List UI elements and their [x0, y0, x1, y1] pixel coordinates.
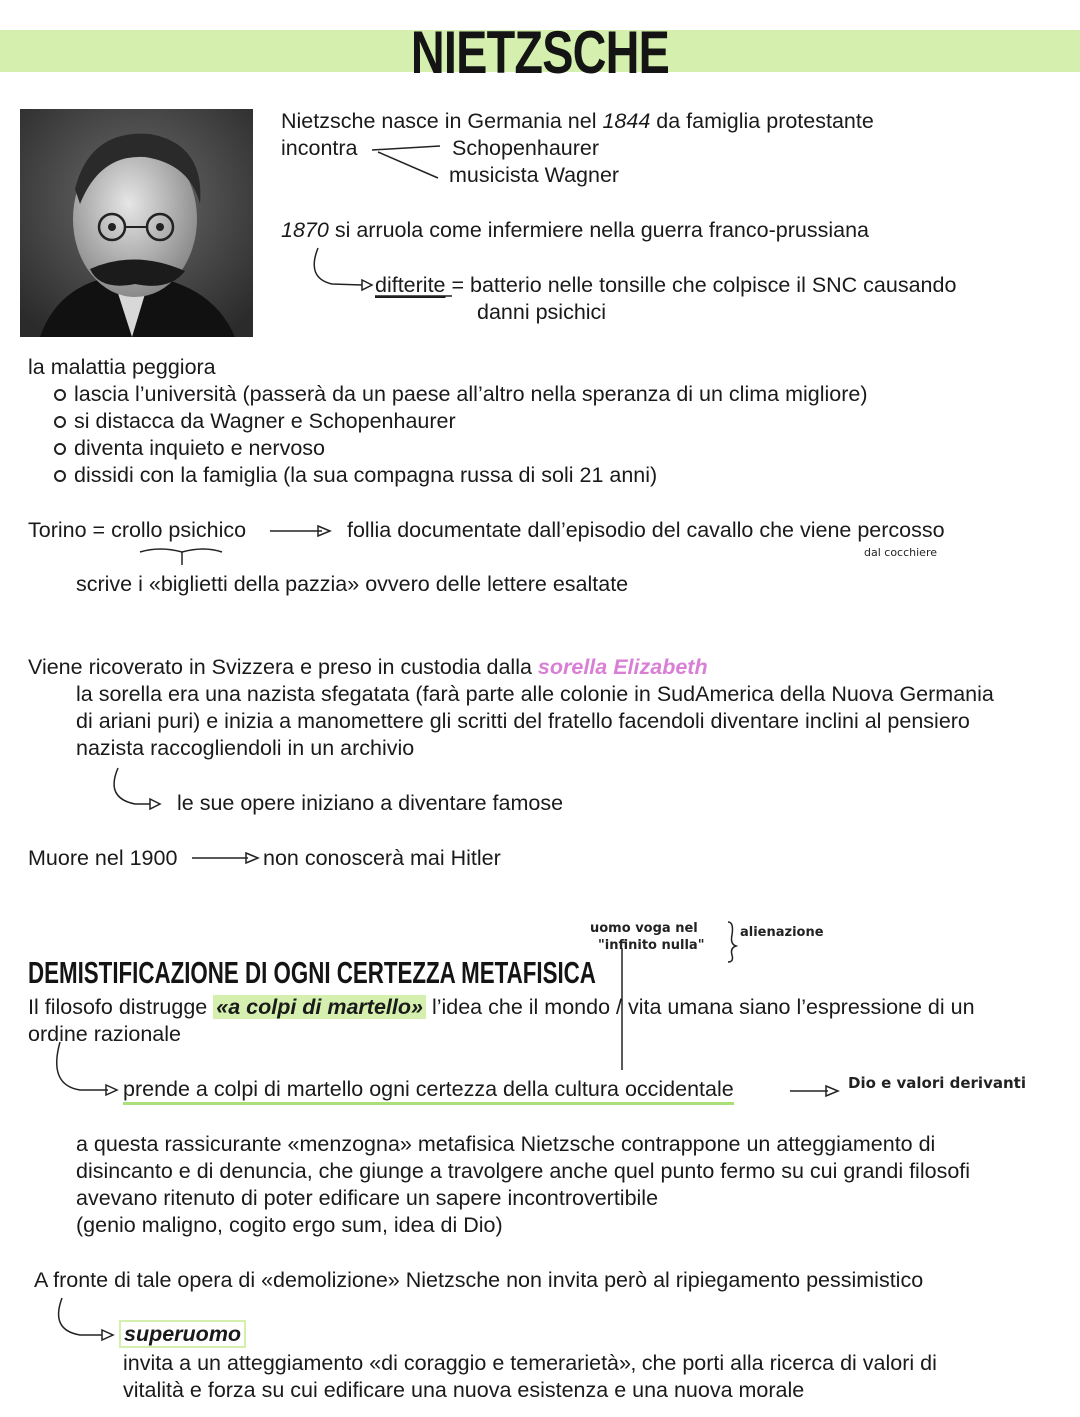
intro-line-birth: Nietzsche nasce in Germania nel 1844 da famiglia protestante — [281, 109, 874, 133]
section2-p1-l2: ordine razionale — [28, 1022, 181, 1046]
morte-line: Muore nel 1900 — [28, 846, 178, 870]
section2-q2: disincanto e di denuncia, che giunge a travolgere anche quel punto fermo su cui grandi filosofi — [76, 1159, 971, 1183]
section2-p1: Il filosofo distrugge «a colpi di martello» l’idea che il mondo / vita umana siano l’espressione di un — [28, 995, 975, 1019]
intro-branch-wagner: musicista Wagner — [449, 163, 620, 187]
list-item: lascia l’università (passerà da un paese all’altro nella speranza di un clima migliore) — [52, 381, 868, 408]
superuomo-s2: vitalità e forza su cui edificare una nuova esistenza e una nuova morale — [123, 1378, 805, 1402]
section-heading-demistificazione: DEMISTIFICAZIONE DI OGNI CERTEZZA METAFISICA — [28, 955, 596, 990]
handwritten-note-cocchiere: dal cocchiere — [864, 546, 937, 559]
svizzera-p2: di ariani puri) e inizia a manomettere gli scritti del fratello facendoli diventare inclini al pensiero — [76, 709, 970, 733]
handwritten-note-alienazione: alienazione — [740, 925, 824, 940]
list-item: dissidi con la famiglia (la sua compagna russa di soli 21 anni) — [52, 462, 868, 489]
handwritten-note-nulla: "infinito nulla" — [598, 938, 705, 953]
superuomo-label: superuomo — [119, 1321, 246, 1348]
morte-hitler: non conoscerà mai Hitler — [263, 846, 501, 870]
svizzera-line: Viene ricoverato in Svizzera e preso in custodia dalla sorella Elizabeth — [28, 655, 708, 679]
section2-q3: avevano ritenuto di poter edificare un sapere incontrovertibile — [76, 1186, 659, 1210]
section2-q1: a questa rassicurante «menzogna» metafisica Nietzsche contrappone un atteggiamento di — [76, 1132, 936, 1156]
svizzera-famose: le sue opere iniziano a diventare famose — [177, 791, 564, 815]
intro-war-line: 1870 si arruola come infermiere nella guerra franco-prussiana — [281, 218, 869, 242]
torino-biglietti: scrive i «biglietti della pazzia» ovvero delle lettere esaltate — [76, 572, 629, 596]
svizzera-p3: nazista raccogliendoli in un archivio — [76, 736, 415, 760]
section2-prende: prende a colpi di martello ogni certezza della cultura occidentale — [123, 1076, 734, 1103]
svizzera-p1: la sorella era una nazista sfegatata (farà parte alle colonie in SudAmerica della Nuova Germania — [76, 682, 994, 706]
list-item: si distacca da Wagner e Schopenhaurer — [52, 408, 868, 435]
intro-branch-schopenhauer: Schopenhaurer — [452, 136, 600, 160]
difterite-line-2: danni psichici — [477, 300, 607, 324]
handwritten-note-uomo: uomo voga nel — [590, 921, 698, 936]
handwritten-note-dio: Dio e valori derivanti — [848, 1074, 1026, 1092]
list-item: diventa inquieto e nervoso — [52, 435, 868, 462]
torino-follia: follia documentate dall’episodio del cavallo che viene percosso — [347, 518, 945, 542]
superuomo-s1: invita a un atteggiamento «di coraggio e temerarietà»‚ che porti alla ricerca di valori di — [123, 1351, 937, 1375]
section2-fronte: A fronte di tale opera di «demolizione» Nietzsche non invita però al ripiegamento pessimistico — [34, 1268, 924, 1292]
torino-line: Torino = crollo psichico — [28, 518, 247, 542]
page-title: NIETZSCHE — [410, 19, 670, 86]
intro-incontra: incontra — [281, 136, 358, 160]
difterite-line: difterite = batterio nelle tonsille che colpisce il SNC causando — [375, 273, 957, 297]
section2-q4: (genio maligno, cogito ergo sum, idea di Dio) — [76, 1213, 503, 1237]
illness-heading: la malattia peggiora — [28, 355, 216, 379]
